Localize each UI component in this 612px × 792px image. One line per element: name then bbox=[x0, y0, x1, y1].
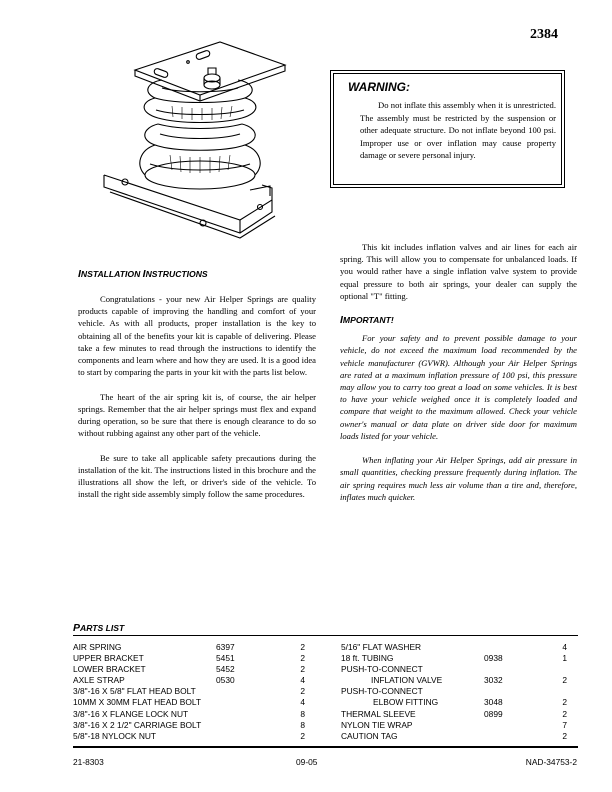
parts-list-heading: PARTS LIST bbox=[73, 622, 125, 634]
warning-box bbox=[333, 73, 562, 185]
part-row: THERMAL SLEEVE 0899 2 bbox=[341, 708, 567, 719]
part-row: 3/8"-16 X FLANGE LOCK NUT 8 bbox=[73, 708, 305, 719]
part-row: INFLATION VALVE 3032 2 bbox=[371, 675, 567, 686]
footer-date: 09-05 bbox=[296, 757, 318, 767]
warning-text: Do not inflate this assembly when it is unrestricted. The assembly must be restricted by the suspension or other adequate structure. Do not inflate beyond 100 psi. Improper use or over inflation may cause property damage or severe personal injury. bbox=[360, 100, 556, 161]
part-row: 3/8"-16 X 5/8" FLAT HEAD BOLT 2 bbox=[73, 686, 305, 697]
part-row: LOWER BRACKET 5452 2 bbox=[73, 664, 305, 675]
part-row: CAUTION TAG 2 bbox=[341, 730, 567, 741]
part-row: 5/16" FLAT WASHER 4 bbox=[341, 642, 567, 652]
part-row: ELBOW FITTING 3048 2 bbox=[373, 697, 567, 708]
part-row: 10MM X 30MM FLAT HEAD BOLT 4 bbox=[73, 697, 305, 708]
load-limit-paragraph: For your safety and to prevent possible damage to your vehicle, do not exceed the maximum load recommended by the vehicle manufacturer (GVWR). Although your Air Helper Springs are rated at a maximum inflation pressure of 100 psi, this pressure may allow you to carry too great a load on some vehicles. It is best to have your vehicle weighed once it is completely loaded and compare that weight to the maximum allowed. Check your vehicle owner's manual or data plate on driver side door for maximum loads listed for your vehicle. bbox=[340, 333, 577, 441]
part-row: 3/8"-16 X 2 1/2" CARRIAGE BOLT 8 bbox=[73, 719, 305, 730]
part-row: NYLON TIE WRAP 7 bbox=[341, 719, 567, 730]
footer-divider bbox=[73, 746, 578, 748]
parts-list-right bbox=[341, 642, 567, 742]
inflation-kit-paragraph: This kit includes inflation valves and air lines for each air spring. This will allow you to compensate for unbalanced loads. If you would rather have a single inflation valve system to provide equal pressure to both air springs, your dealer can supply the optional "T" fitting. bbox=[340, 242, 577, 301]
inflation-paragraph: When inflating your Air Helper Springs, add air pressure in small quantities, checking pressure frequently during inflation. The air spring requires much less air volume than a tire and, therefore, inflates much quicker. bbox=[340, 455, 577, 502]
footer-form-number: 21-8303 bbox=[73, 757, 104, 767]
part-row: AXLE STRAP 0530 4 bbox=[73, 675, 305, 686]
safety-paragraph: Be sure to take all applicable safety precautions during the installation of the kit. The instructions listed in this brochure and the illustrations all show the left, or driver's side of the vehicle. To install the right side assembly simply follow the same procedures. bbox=[78, 452, 316, 500]
footer-document-code: NAD-34753-2 bbox=[525, 757, 577, 767]
part-row: PUSH-TO-CONNECT bbox=[341, 664, 423, 675]
right-text-column bbox=[340, 241, 577, 515]
parts-list-left bbox=[73, 642, 305, 742]
installation-heading: INSTALLATION INSTRUCTIONS bbox=[78, 268, 208, 280]
part-row: UPPER BRACKET 5451 2 bbox=[73, 653, 305, 664]
part-row: AIR SPRING 6397 2 bbox=[73, 642, 305, 652]
installation-text-column bbox=[78, 293, 316, 513]
part-row: 5/8"-18 NYLOCK NUT 2 bbox=[73, 730, 305, 741]
clearance-paragraph: The heart of the air spring kit is, of course, the air helper springs. Remember that the air helper springs must flex and expand during operation, so be sure that there is enough clearance to do so without rubbing against any other part of the vehicle. bbox=[78, 391, 316, 439]
parts-list-divider bbox=[73, 635, 578, 636]
intro-paragraph: Congratulations - your new Air Helper Springs are quality products capable of improving the handling and comfort of your vehicle. As with all products, proper installation is the key to obtaining all of the benefits your kit is capable of delivering. Please take a few minutes to read through the instructions to identify the components and learn where and how they are used. It is a good idea to start by comparing the parts in your kit with the parts list below. bbox=[78, 294, 316, 378]
document-number: 2384 bbox=[530, 27, 558, 42]
part-row: PUSH-TO-CONNECT bbox=[341, 686, 423, 697]
air-spring-assembly-illustration bbox=[100, 40, 300, 250]
warning-title: WARNING: bbox=[348, 80, 410, 94]
important-heading: IMPORTANT! bbox=[340, 314, 394, 327]
part-row: 18 ft. TUBING 0938 1 bbox=[341, 653, 567, 664]
